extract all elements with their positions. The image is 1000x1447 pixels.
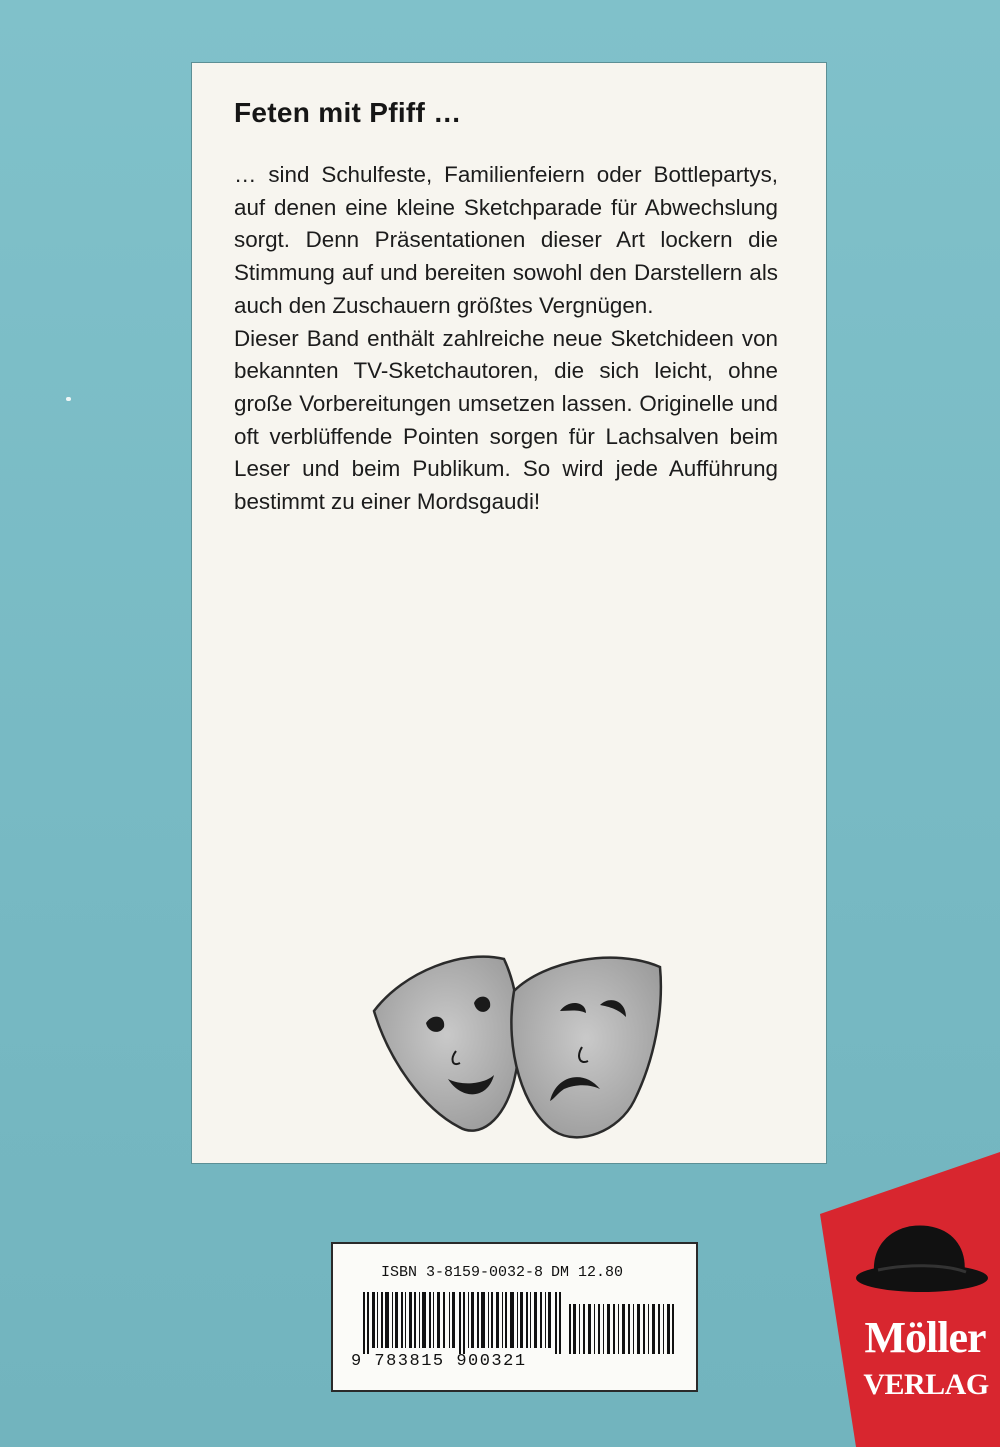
panel-body <box>234 159 778 519</box>
publisher-logo <box>816 1152 1000 1447</box>
text-panel <box>191 62 827 1164</box>
publisher-sub: VERLAG <box>863 1368 989 1401</box>
barcode-digits: 9 783815 900321 <box>351 1352 527 1371</box>
barcode-addon-icon <box>569 1304 675 1354</box>
theater-masks-icon <box>364 951 664 1141</box>
tragedy-mask <box>511 958 660 1138</box>
barcode-label <box>331 1242 698 1392</box>
body-paragraph: … sind Schulfeste, Familienfeiern oder Bottlepartys, auf denen eine kleine Sketchparade für Abwechslung sorgt. Denn Präsentationen dieser Art lockern die Stimmung auf und bereiten sowohl den Darstellern als auch den Zuschauern größtes Vergnügen. <box>234 162 778 318</box>
logo-badge <box>816 1152 1000 1447</box>
print-speck <box>66 397 71 401</box>
isbn-number: ISBN 3-8159-0032-8 <box>381 1264 544 1281</box>
body-paragraph: Dieser Band enthält zahlreiche neue Sketchideen von bekannten TV-Sketchautoren, die sich leicht, ohne große Vorbereitungen umsetzen lassen. Originelle und oft verblüffende Pointen sorgen für Lachsalven beim Leser und beim Publikum. So wird jede Aufführung bestimmt zu einer Mordsgaudi! <box>234 325 778 515</box>
barcode-main-icon <box>363 1292 563 1354</box>
publisher-name: Möller <box>864 1313 986 1362</box>
comedy-mask <box>374 957 519 1131</box>
price: DM 12.80 <box>551 1264 624 1281</box>
panel-title: Feten mit Pfiff … <box>234 97 462 128</box>
